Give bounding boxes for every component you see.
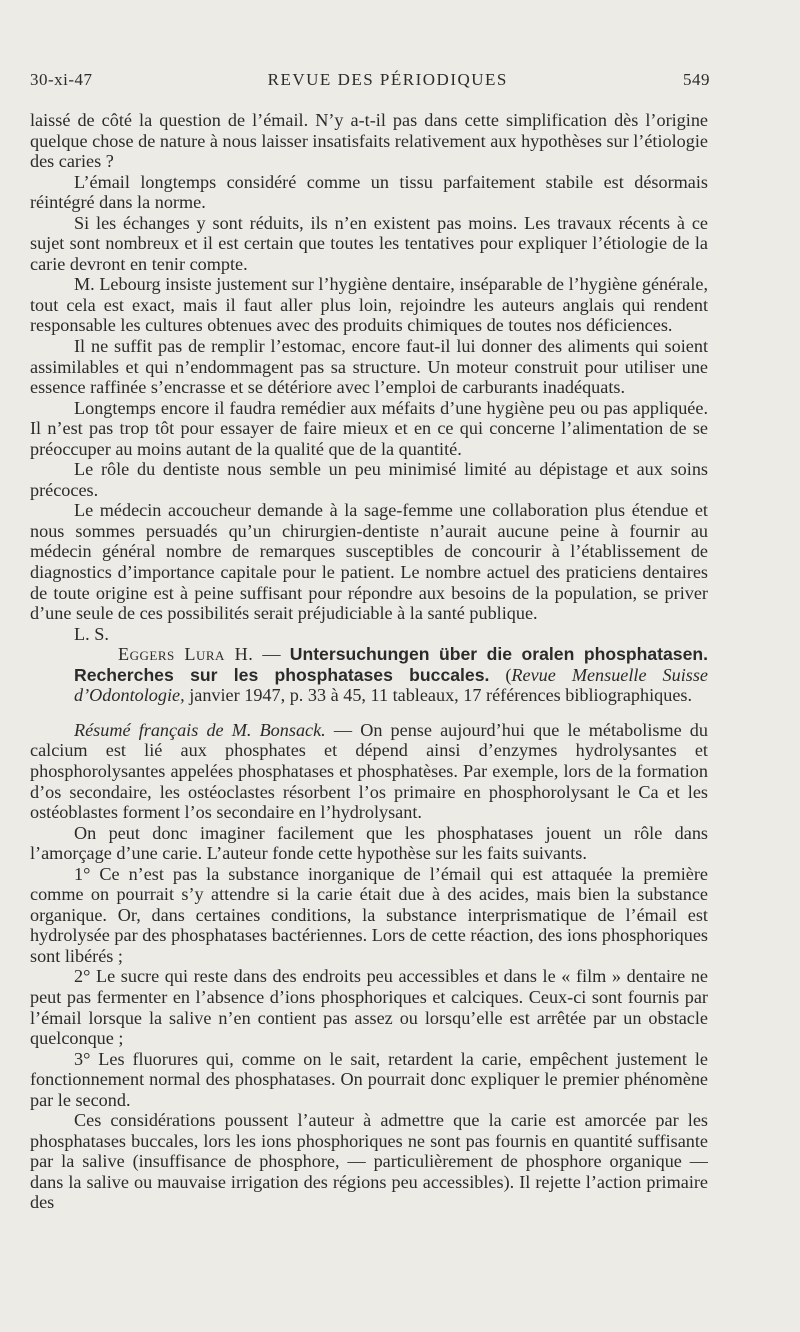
review-source-open: ( bbox=[489, 664, 512, 685]
review-author: Eggers Lura H. bbox=[118, 644, 254, 665]
review-heading bbox=[30, 644, 708, 706]
paragraph: Si les échanges y sont réduits, ils n’en existent pas moins. Les travaux récents à ce sujet sont nombreux et il est certain que toutes les tentatives pour expliquer l’étiologie de la carie devront en tenir compte. bbox=[30, 212, 708, 274]
paragraph: 2° Le sucre qui reste dans des endroits peu accessibles et dans le « film » dentaire ne peut pas fermenter en l’absence d’ions phosphoriques et calciques. Ceux-ci sont fournis par l’émail lorsque la salive n’en contient pas assez ou lorsqu’elle est arrêtée par un obstacle quelconque ; bbox=[30, 966, 708, 1049]
paragraph: Il ne suffit pas de remplir l’estomac, encore faut-il lui donner des aliments qui soient assimilables et qui n’endommagent pas sa structure. Un moteur construit pour utiliser une essence raffinée s’encrasse et se détériore avec l’emploi de carburants inadéquats. bbox=[30, 336, 708, 398]
review-details: janvier 1947, p. 33 à 45, 11 tableaux, 17 références bibliographiques. bbox=[184, 685, 693, 706]
header-date: 30-xi-47 bbox=[30, 70, 93, 89]
summary-text: — On pense aujourd’hui que le métabolisme du calcium est lié aux phosphates et dépend ainsi d’enzymes hydrolysantes et phosphorolysantes appelées phosphatases et phosphatèses. Par exemple, lors de la formation d’os secondaire, les ostéoclastes résorbent l’os primaire en phosphorolysant le Ca et les ostéoblastes forment l’os secondaire en l’hydrolysant. bbox=[30, 719, 708, 823]
paragraph: Longtemps encore il faudra remédier aux méfaits d’une hygiène peu ou pas appliquée. Il n’est pas trop tôt pour essayer de faire mieux et en ce qui concerne l’alimentation de se préoccuper au moins autant de la qualité que de la quantité. bbox=[30, 397, 708, 459]
paragraph: M. Lebourg insiste justement sur l’hygiène dentaire, inséparable de l’hygiène générale, tout cela est exact, mais il faut aller plus loin, rejoindre les auteurs anglais qui rendent responsable les cultures obtenues avec des produits chimiques de toutes nos déficiences. bbox=[30, 274, 708, 336]
spacer bbox=[30, 706, 708, 720]
paragraph: laissé de côté la question de l’émail. N’y a-t-il pas dans cette simplification dès l’origine quelque chose de nature à nous laisser insatisfaits relativement aux hypothèses sur l’étiologie des caries ? bbox=[30, 110, 708, 172]
header-title: REVUE DES PÉRIODIQUES bbox=[267, 70, 508, 89]
paragraph: 1° Ce n’est pas la substance inorganique de l’émail qui est attaquée la première comme on pourrait s’y attendre si la carie était due à des acides, mais bien la substance organique. Or, dans certaines conditions, la substance interprismatique de l’émail est hydrolysée par des phosphatases bactériennes. Lors de cette réaction, des ions phosphoriques sont libérés ; bbox=[30, 863, 708, 966]
paragraph: Le médecin accoucheur demande à la sage-femme une collaboration plus étendue et nous sommes persuadés qu’un chirurgien-dentiste n’aurait aucune peine à fournir au médecin général nombre de remarques susceptibles de concourir à l’établissement de diagnostics d’importance capitale pour le patient. Le nombre actuel des praticiens dentaires de toute origine est à peine suffisant pour répondre aux besoins de la population, se priver d’une seule de ces possibilités serait préjudiciable à la santé publique. bbox=[30, 500, 708, 624]
paragraph: L’émail longtemps considéré comme un tissu parfaitement stabile est désormais réintégré dans la norme. bbox=[30, 171, 708, 213]
review-title: Untersuchungen über die oralen phosphatasen. Recherches sur les phosphatases buccales. bbox=[74, 644, 708, 685]
paragraph: 3° Les fluorures qui, comme on le sait, retardent la carie, empêchent justement le fonctionnement normal des phosphatases. On pourrait donc expliquer le premier phénomène par le second. bbox=[30, 1048, 708, 1110]
paragraph: Ces considérations poussent l’auteur à admettre que la carie est amorcée par les phosphatases buccales, lors les ions phosphoriques ne sont pas fournis en quantité suffisante par la salive (insuffisance de phosphore, — particulièrement de phosphore organique — dans la salive ou mauvaise irrigation des régions peu accessibles). Il rejette l’action primaire des bbox=[30, 1110, 708, 1213]
paragraph: On peut donc imaginer facilement que les phosphatases jouent un rôle dans l’amorçage d’une carie. L’auteur fonde cette hypothèse sur les faits suivants. bbox=[30, 822, 708, 864]
summary-paragraph bbox=[30, 720, 708, 823]
article-body bbox=[30, 110, 708, 1213]
review-dash: — bbox=[253, 644, 290, 665]
summary-label: Résumé français de M. Bonsack. bbox=[74, 719, 326, 740]
review-source: Revue Mensuelle Suisse d’Odontologie, bbox=[74, 664, 709, 706]
running-header bbox=[30, 70, 710, 110]
page-number: 549 bbox=[683, 70, 710, 89]
paragraph: Le rôle du dentiste nous semble un peu minimisé limité au dépistage et aux soins précoces. bbox=[30, 459, 708, 500]
signature: L. S. bbox=[74, 623, 109, 644]
